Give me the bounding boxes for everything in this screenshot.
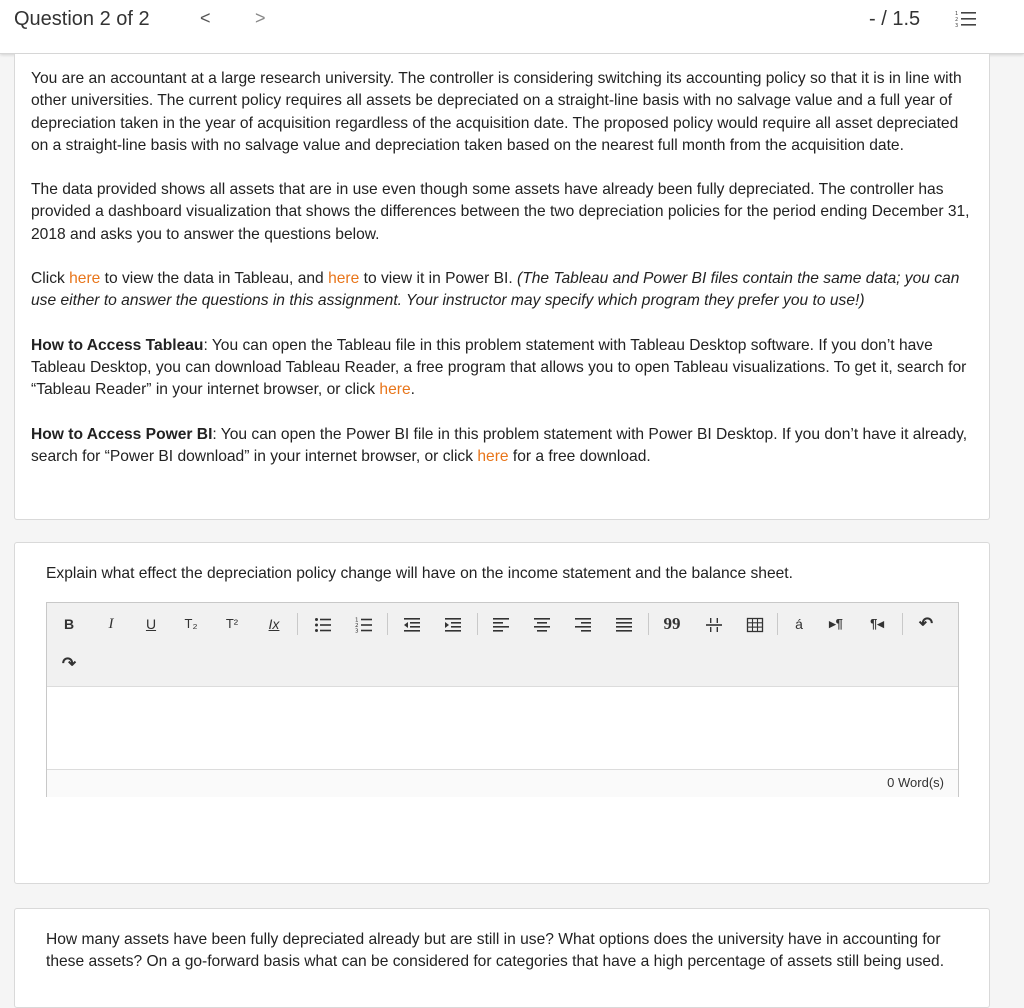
toolbar-separator xyxy=(477,613,478,635)
text-direction-rtl-button[interactable]: ¶◂ xyxy=(870,616,884,631)
superscript-button[interactable]: T² xyxy=(225,616,239,631)
indent-icon[interactable] xyxy=(444,614,462,636)
intro-text: Click xyxy=(31,270,70,288)
problem-statement xyxy=(31,68,971,490)
score-display: - / 1.5 xyxy=(869,8,921,30)
align-left-icon[interactable] xyxy=(492,614,510,636)
toolbar-separator xyxy=(777,613,778,635)
intro-text: . xyxy=(410,381,415,399)
horizontal-rule-icon[interactable] xyxy=(705,614,723,636)
svg-text:3: 3 xyxy=(355,628,359,635)
align-center-icon[interactable] xyxy=(533,614,551,636)
question-title: Question 2 of 2 xyxy=(14,8,150,30)
intro-text: : You can open the Power BI file in this problem statement with Power BI Desktop. If you don’t have it already, search for “Power BI download” in your internet browser, or click xyxy=(31,425,968,465)
question-2-panel xyxy=(14,908,990,1008)
svg-text:2: 2 xyxy=(955,17,959,23)
question-header xyxy=(0,0,1024,54)
blockquote-button[interactable]: 99 xyxy=(663,614,681,633)
intro-paragraph-1: You are an accountant at a large research university. The controller is considering switching its accounting policy so that it is in line with other universities. The current policy requires all assets be depreciated on a straight-line basis with no salvage value and a full year of depreciation taken in the year of acquisition regardless of the acquisition date. The proposed policy would require all asset depreciated on a straight-line basis with no salvage value and depreciation taken based on the nearest full month from the acquisition date. xyxy=(31,70,962,154)
undo-button[interactable]: ↶ xyxy=(918,614,934,633)
subscript-button[interactable]: T₂ xyxy=(184,616,198,631)
power-bi-download-link[interactable]: here xyxy=(477,447,509,465)
italic-button[interactable]: I xyxy=(108,616,114,632)
toolbar-separator xyxy=(902,613,903,635)
word-count: 0 Word(s) xyxy=(887,775,944,790)
question-2-text: How many assets have been fully depreciated already but are still in use? What options does the university have in accounting for these assets? On a go-forward basis what can be considered for categories that have a high percentage of assets still being used. xyxy=(46,931,945,971)
intro-paragraph-4 xyxy=(31,335,971,402)
intro-italic-note: (The Tableau and Power BI files contain the same data; you can use either to answer the questions in this assignment. Your instructor may specify which program they prefer you to use!) xyxy=(31,270,960,310)
question-1-panel xyxy=(14,542,990,884)
question-list-icon[interactable] xyxy=(955,10,977,28)
intro-text: to view it in Power BI. xyxy=(359,270,518,288)
intro-paragraph-5 xyxy=(31,424,971,469)
intro-paragraph-3 xyxy=(31,268,971,313)
answer-text-area[interactable] xyxy=(47,687,958,769)
previous-question-button[interactable]: < xyxy=(200,8,211,28)
toolbar-separator xyxy=(648,613,649,635)
text-direction-ltr-button[interactable]: ▸¶ xyxy=(829,616,843,631)
intro-text: for a free download. xyxy=(508,447,651,465)
editor-status-bar xyxy=(47,769,958,797)
redo-button[interactable]: ↷ xyxy=(61,654,77,673)
rich-text-editor xyxy=(46,602,959,797)
next-question-button[interactable]: > xyxy=(255,8,266,28)
special-character-button[interactable]: á xyxy=(795,616,803,632)
problem-statement-panel xyxy=(14,54,990,520)
tableau-reader-link[interactable]: here xyxy=(379,381,411,399)
justify-icon[interactable] xyxy=(615,614,633,636)
underline-button[interactable]: U xyxy=(145,616,157,632)
intro-text: : You can open the Tableau file in this problem statement with Tableau Desktop software. If you don’t have Tableau Desktop, you can download Tableau Reader, a free program that allows you to open Tableau visualizations. To get it, search for “Tableau Reader” in your internet browser, or click xyxy=(31,336,967,399)
tableau-link[interactable]: here xyxy=(69,270,101,288)
power-bi-link[interactable]: here xyxy=(328,270,360,288)
power-bi-access-heading: How to Access Power BI xyxy=(31,425,213,443)
svg-text:1: 1 xyxy=(355,617,359,624)
tableau-access-heading: How to Access Tableau xyxy=(31,336,204,354)
toolbar-separator xyxy=(297,613,298,635)
remove-format-button[interactable]: Ix xyxy=(268,616,280,632)
intro-text: to view the data in Tableau, and xyxy=(100,270,329,288)
toolbar-separator xyxy=(387,613,388,635)
align-right-icon[interactable] xyxy=(574,614,592,636)
bold-button[interactable]: B xyxy=(63,616,75,632)
outdent-icon[interactable] xyxy=(403,614,421,636)
numbered-list-icon[interactable] xyxy=(355,614,373,636)
svg-text:3: 3 xyxy=(955,23,959,28)
svg-text:2: 2 xyxy=(355,623,359,629)
bulleted-list-icon[interactable] xyxy=(314,614,332,636)
question-1-text: Explain what effect the depreciation policy change will have on the income statement and the balance sheet. xyxy=(46,565,793,582)
intro-paragraph-2: The data provided shows all assets that are in use even though some assets have already been fully depreciated. The controller has provided a dashboard visualization that shows the differences between the two depreciation policies for the period ending December 31, 2018 and asks you to answer the questions below. xyxy=(31,181,970,243)
svg-text:1: 1 xyxy=(955,11,959,17)
table-icon[interactable] xyxy=(746,614,764,636)
editor-toolbar xyxy=(47,603,958,687)
